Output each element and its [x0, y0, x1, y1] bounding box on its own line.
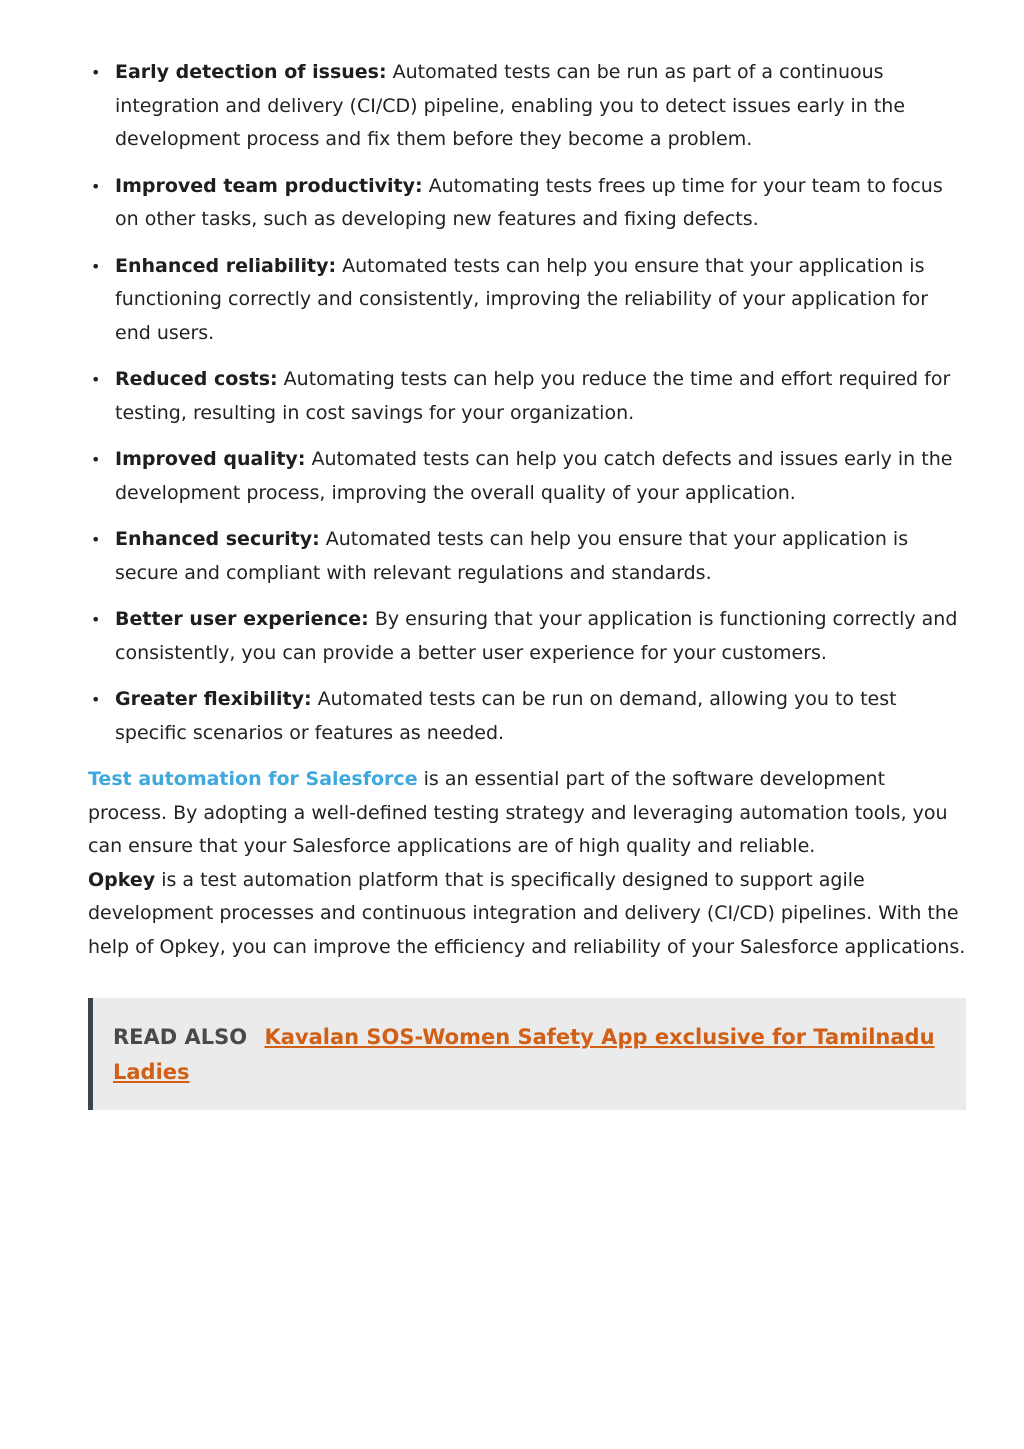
list-item-text: Automated tests can be run on demand, allowing you to test specific scenarios or features as needed.	[115, 688, 897, 744]
opkey-paragraph-text: is a test automation platform that is specifically designed to support agile development processes and continuous integration and delivery (CI/CD) pipelines. With the help of Opkey, you can improve the efficiency and reliability of your Salesforce applications.	[88, 868, 966, 958]
bullet-icon: •	[91, 370, 101, 389]
bullet-icon: •	[91, 176, 101, 196]
list-item	[88, 250, 966, 351]
list-item-title: Improved quality:	[115, 448, 306, 470]
salesforce-paragraph	[88, 763, 966, 864]
list-item-text: Automating tests frees up time for your team to focus on other tasks, such as developing new features and fixing defects.	[115, 174, 943, 230]
salesforce-paragraph-text: is an essential part of the software development process. By adopting a well-defined testing strategy and leveraging automation tools, you can ensure that your Salesforce applications are of high quality and reliable.	[88, 768, 948, 857]
list-item-text: Automated tests can help you ensure that your application is secure and compliant with relevant regulations and standards.	[115, 528, 909, 584]
list-item-text: Automated tests can help you ensure that your application is functioning correctly and consistently, improving the reliability of your application for end users.	[115, 254, 929, 344]
list-item-text: By ensuring that your application is functioning correctly and consistently, you can provide a better user experience for your customers.	[115, 608, 958, 664]
list-item-title: Greater flexibility:	[115, 688, 312, 710]
list-item	[88, 56, 966, 157]
bullet-icon: •	[91, 63, 101, 82]
list-item-title: Improved team productivity:	[115, 174, 423, 197]
list-item-title: Reduced costs:	[115, 368, 278, 390]
list-item	[88, 523, 966, 590]
list-item-title: Early detection of issues:	[115, 61, 387, 83]
read-also-link[interactable]: Kavalan SOS-Women Safety App exclusive for Tamilnadu Ladies	[113, 1025, 935, 1084]
list-item-text: Automated tests can help you catch defects and issues early in the development process, improving the overall quality of your application.	[115, 448, 953, 504]
list-item	[88, 363, 966, 430]
list-item-title: Better user experience:	[115, 608, 369, 630]
list-item-text: Automated tests can be run as part of a continuous integration and delivery (CI/CD) pipeline, enabling you to detect issues early in the development process and fix them before they become a problem.	[115, 61, 906, 150]
list-item-text: Automating tests can help you reduce the time and effort required for testing, resulting in cost savings for your organization.	[115, 368, 951, 424]
opkey-strong: Opkey	[88, 868, 156, 891]
list-item-title: Enhanced security:	[115, 528, 320, 550]
list-item	[88, 683, 966, 750]
benefits-list	[88, 56, 966, 750]
list-item-title: Enhanced reliability:	[115, 254, 337, 277]
read-also-box	[88, 998, 966, 1110]
bullet-icon: •	[91, 256, 101, 276]
bullet-icon: •	[91, 610, 101, 629]
list-item	[88, 603, 966, 670]
list-item	[88, 443, 966, 510]
salesforce-link[interactable]: Test automation for Salesforce	[88, 768, 418, 790]
bullet-icon: •	[91, 690, 101, 709]
article-content	[88, 56, 966, 1110]
read-also-label: READ ALSO	[113, 1025, 248, 1049]
list-item	[88, 170, 966, 237]
bullet-icon: •	[91, 530, 101, 549]
bullet-icon: •	[91, 450, 101, 469]
opkey-paragraph	[88, 864, 966, 965]
